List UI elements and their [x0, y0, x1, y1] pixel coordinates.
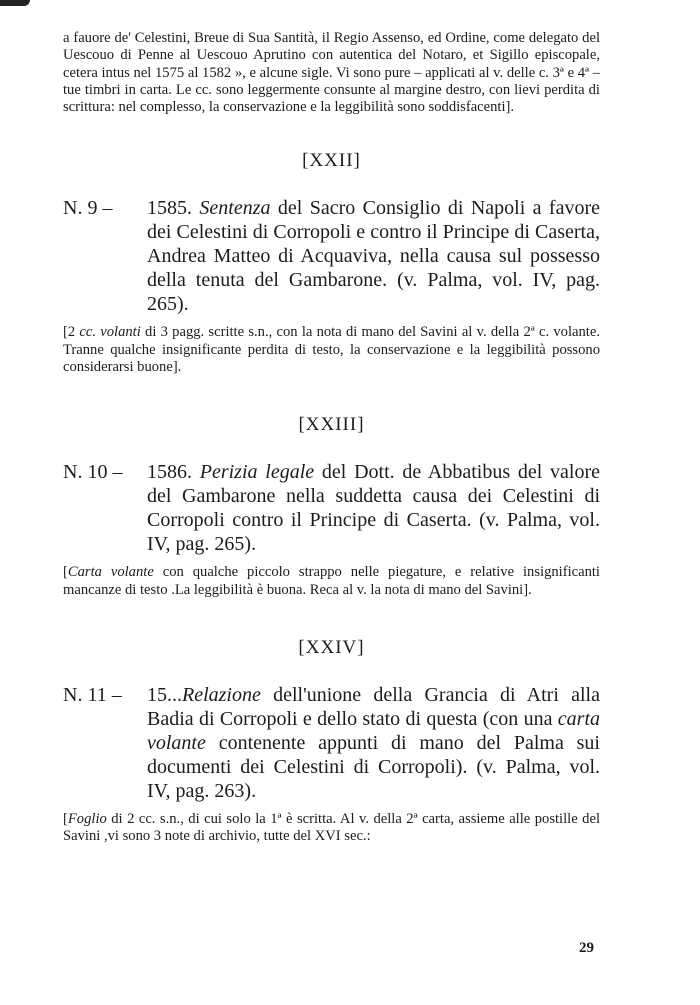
entry-year: 15... — [147, 683, 182, 706]
document-page — [63, 30, 600, 846]
entry-body — [147, 683, 600, 803]
entry-year: 1585. — [147, 197, 192, 220]
note-bracket: [2 — [63, 324, 80, 341]
entry-title: Perizia legale — [199, 461, 315, 484]
entry-number: N. 9 – — [63, 197, 113, 220]
entry-year: 1586. — [147, 461, 192, 484]
note-bracket: [ — [63, 810, 68, 827]
entry-n11 — [63, 683, 600, 803]
note-text: con qualche piccolo strappo nelle piegature, e relative insignificanti mancanze di testo .La leggibilità è buona. Reca al v. la nota di mano del Savini]. — [63, 564, 600, 598]
section-heading-xxiii: [XXIII] — [298, 414, 365, 436]
entry-description-part1: dell'unione della Grancia di Atri alla Badia di Corropoli e dello stato di questa (con una — [147, 683, 600, 730]
entry-note-n10 — [63, 564, 600, 599]
note-text: di 2 cc. s.n., di cui solo la 1ª è scritta. Al v. della 2ª carta, assieme alle postille del Savini ,vi sono 3 note di archivio, tutte del XVI sec.: — [63, 810, 600, 845]
scan-corner-mark — [0, 0, 30, 6]
section-heading-xxiv: [XXIV] — [298, 636, 365, 658]
entry-n10 — [63, 460, 600, 556]
entry-body — [147, 460, 600, 556]
entry-description-italic: carta volante — [147, 707, 600, 754]
entry-n9 — [63, 196, 600, 316]
entry-note-n11 — [63, 811, 600, 846]
entry-description: del Dott. de Abbatibus del valore del Gambarone nella suddetta causa dei Celestini di Corropoli contro il Principe di Caserta. (v. Palma, vol. IV, pag. 265). — [147, 461, 601, 556]
note-text: di 3 pagg. scritte s.n., con la nota di mano del Savini al v. della 2ª c. volante. Tranne qualche insignificante perdita di testo, la conservazione e la leggibilità possono considerarsi buone]. — [63, 324, 600, 376]
entry-title: Relazione — [182, 683, 261, 706]
note-italic: Carta volante — [67, 564, 154, 581]
entry-body — [147, 196, 600, 316]
note-italic: Foglio — [67, 810, 107, 827]
entry-description-part2: contenente appunti di mano del Palma sui documenti dei Celestini di Corropoli). (v. Palma, vol. IV, pag. 263). — [147, 731, 600, 802]
page-number: 29 — [579, 940, 594, 956]
entry-title: Sentenza — [199, 197, 271, 220]
entry-number: N. 10 – — [63, 461, 123, 484]
note-italic: cc. volanti — [79, 324, 141, 341]
entry-description: del Sacro Consiglio di Napoli a favore dei Celestini di Corropoli e contro il Principe di Caserta, Andrea Matteo di Acquaviva, nella causa sul possesso della tenuta del Gambarone. (v. Palma, vol. IV, pag. 265). — [147, 197, 601, 316]
note-bracket: [ — [63, 564, 68, 581]
section-heading-xxii: [XXII] — [302, 150, 361, 172]
entry-number: N. 11 – — [63, 683, 122, 706]
intro-note: a fauore de' Celestini, Breue di Sua Santità, il Regio Assenso, ed Ordine, come delegato del Uescouo di Penne al Uescouo Aprutino con autentica del Notaro, et Sigillo episcopale, cetera intus nel 1575 al 1582 », e alcune sigle. Vi sono pure – applicati al v. delle c. 3ª e 4ª – tue timbri in carta. Le cc. sono leggermente consunte al margine destro, con lievi perdita di scrittura: nel complesso, la conservazione e la leggibilità sono soddisfacenti]. — [63, 30, 600, 116]
entry-note-n9 — [63, 324, 600, 376]
